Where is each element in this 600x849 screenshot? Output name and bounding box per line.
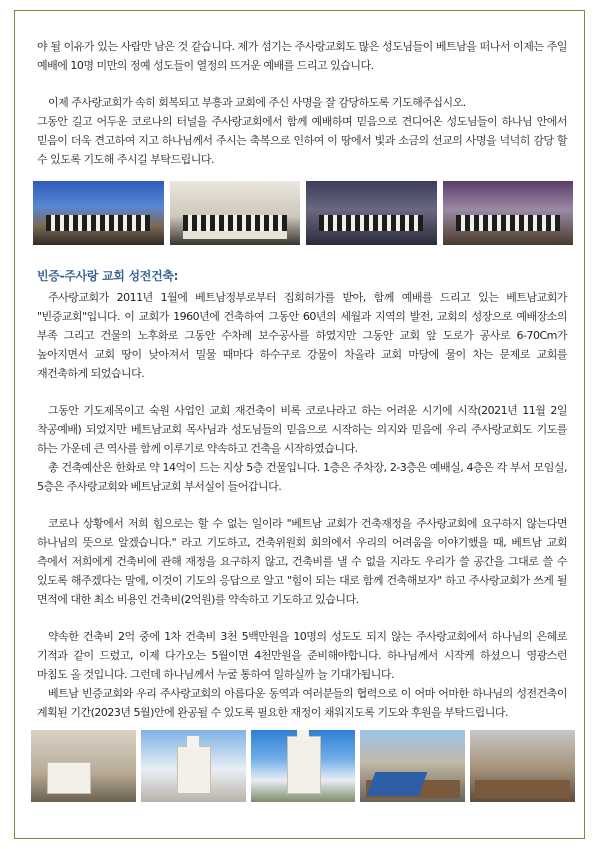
new-church-rendering-photo [251, 730, 356, 802]
page-frame [14, 10, 585, 839]
sanctuary-service-photo [443, 181, 574, 245]
prayer-request-detail-paragraph: 그동안 길고 어두운 코로나의 터널을 주사랑교회에서 함께 예배하며 믿음으로 견디어온 성도님들이 하나님 안에서 믿음이 더욱 견고하여 지고 하나님께서 주시는 축복으로 인하여 이 땅에서 빛과 소금의 선교의 사명을 넉넉히 감당 할 수 있도록 기도해 주시길 부탁드립니다. [37, 115, 567, 166]
intro-paragraph: 야 될 이유가 있는 사람만 남은 것 같습니다. 제가 섬기는 주사랑교회도 많은 성도님들이 베트남을 떠나서 이제는 주일 예배에 10명 미만의 정예 성도들이 열정의 뜨거운 예배를 드리고 있습니다. [37, 40, 567, 72]
congregation-group-photo [170, 181, 301, 245]
prayer-request-paragraph: 이제 주사랑교회가 속히 회복되고 부흥과 교회에 주신 사명을 잘 감당하도록 기도해주십시오. [48, 96, 466, 109]
section-heading: 빈증-주사랑 교회 성전건축: [37, 269, 179, 283]
demolition-excavator-photo [360, 730, 465, 802]
old-church-sign-photo [31, 730, 136, 802]
donation-paragraph: 약속한 건축비 2억 중에 1차 건축비 3천 5백만원을 10명의 성도도 되지 않는 주사랑교회에서 하나님의 은혜로 기적과 같이 드렸고, 이제 다가오는 5월이면 4천만원을 준비해야합니다. 하나님께서 시작케 하셨으니 영광스런 마침도 올 것입니다. 그런데 하나님께서 누굴 통하여 일하실까 늘 기대가됩니다. [37, 630, 567, 681]
budget-paragraph: 총 건축예산은 한화로 약 14억이 드는 지상 5층 건물입니다. 1층은 주차장, 2-3층은 예배실, 4층은 각 부서 모임실, 5층은 주사랑교회와 베트남교회 부서실이 들어갑니다. [37, 461, 567, 493]
worship-team-photo [306, 181, 437, 245]
history-paragraph: 주사랑교회가 2011년 1월에 베트남정부로부터 집회허가를 받아, 함께 예배를 드리고 있는 베트남교회가 "빈증교회"입니다. 이 교회가 1960년에 건축하여 그동안 60년의 세월과 지역의 발전, 교회의 성장으로 예배장소의 부족 그리고 건물의 노후화로 그동안 수차례 보수공사를 하였지만 그동안 교회 앞 도로가 공사로 6-70Cm가 높아지면서 교회 땅이 낮아져서 밀물 때마다 하수구로 강물이 차올라 교회 마당에 물이 차는 문제로 교회를 재건축하게 되었습니다. [37, 291, 567, 380]
closing-request-paragraph: 베트남 빈증교회와 우리 주사랑교회의 아름다운 동역과 여러분들의 협력으로 이 어마 어마한 하나님의 성전건축이 계획된 기간(2023년 5월)안에 완공될 수 있도록 필요한 재정이 채워지도록 기도와 후원을 부탁드립니다. [37, 687, 567, 719]
top-photo-row [33, 181, 573, 245]
document-content [37, 37, 567, 802]
bottom-photo-row [31, 730, 575, 802]
construction-start-paragraph: 그동안 기도제목이고 숙원 사업인 교회 재건축이 비록 코로나라고 하는 어려운 시기에 시작(2021년 11월 2일 착공예배) 되었지만 베트남교회 목사님과 성도님들의 믿음으로 시작하는 의지와 믿음에 우리 주사랑교회도 기도를 하는 가운데 큰 역사를 함께 이루기로 약속하고 건축을 시작하였습니다. [37, 404, 567, 455]
church-exterior-photo [33, 181, 164, 245]
construction-site-photo [470, 730, 575, 802]
old-church-building-photo [141, 730, 246, 802]
agreement-paragraph: 코로나 상황에서 저희 힘으로는 할 수 없는 일이라 "베트남 교회가 건축재정을 주사랑교회에 요구하지 않는다면 하나님의 뜻으로 알겠습니다." 라고 기도하고, 건축위원회 회의에서 우리의 어려움을 이야기했을 때, 베트남 교회 측에서 저희에게 건축비에 관해 재정을 요구하지 않고, 건축비를 낼 수 없을 지라도 우리가 쓸 공간을 그대로 쓸 수 있도록 해주겠다는 말에, 이것이 기도의 응답으로 알고 "힘이 되는 대로 함께 건축해보자" 하고 주사랑교회가 쓰게 될 면적에 대한 최소 비용인 건축비(2억원)를 약속하고 기도하고 있습니다. [37, 517, 567, 606]
